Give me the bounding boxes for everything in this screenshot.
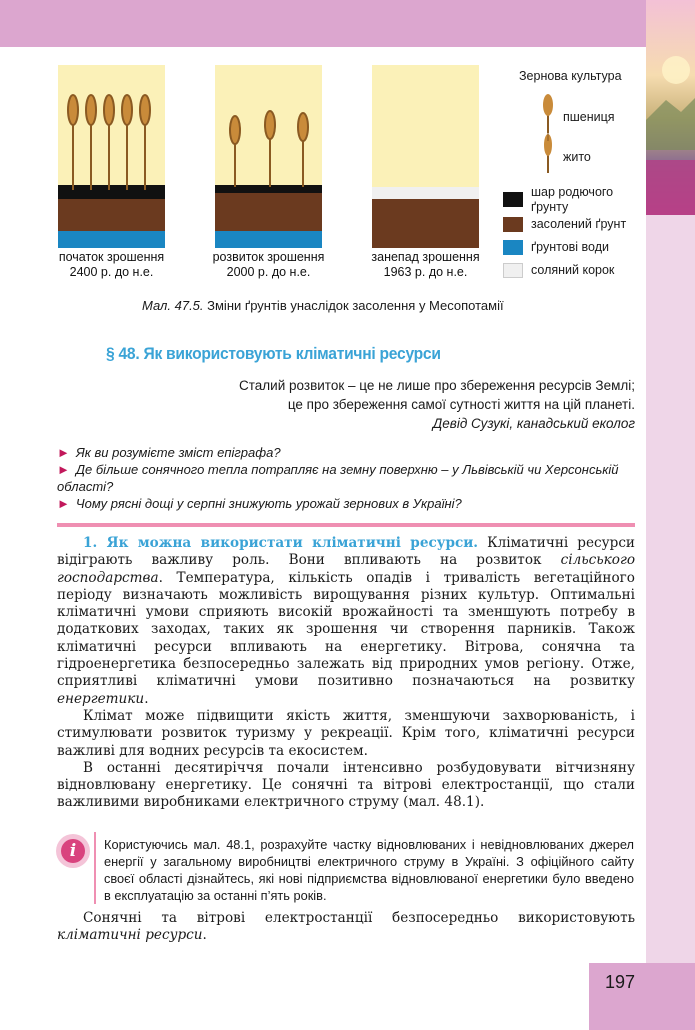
epigraph-line1: Сталий розвиток – це не лише про збереження ресурсів Землі; [239,378,635,393]
text-run: Кліматичні ресурси відіграють важливу роль. Вони впливають на розвиток [57,535,635,569]
question-item [57,495,637,512]
wheat-icon [538,93,558,133]
question-text: Як ви розумієте зміст епіграфа? [75,445,281,460]
figure-caption [142,298,504,313]
question-item [57,461,637,495]
paragraph-1 [57,535,635,708]
text-run: . Температура, кількість опадів і тривалість вегетаційного періоду визначають можливість вирощування різних культур. Оптимальні кліматичні умови сприяють високій врожайності та зменшують потребу в додаткових заходах, таких як зрошення чи створення парників. Також кліматичні ресурси впливають на енергетику. Вітрова, сонячна та гідроенергетика безпосередньо залежать від природних умов регіону. Отже, сприятливі кліматичні умови позитивно позначаються на розвитку [57,569,635,690]
legend-rye: жито [563,150,591,164]
subheading: 1. Як можна використати кліматичні ресурси. [83,535,479,551]
caption-date: 2000 р. до н.е. [226,265,311,279]
section-title: § 48. Як використовують кліматичні ресурси [106,344,441,363]
panel-caption-decline [342,250,509,280]
arrow-icon: ► [57,445,70,460]
body-text [57,535,635,812]
info-icon [56,834,90,868]
text-run: Сонячні та вітрові електростанції безпосередньо використовують [83,910,635,926]
caption-line: розвиток зрошення [212,250,325,264]
legend-fertile-line2: ґрунту [531,200,569,214]
swatch-fertile [503,192,523,207]
question-text: Де більше сонячного тепла потрапляє на земну поверхню – у Львівській чи Херсонській області? [57,462,619,494]
irrigation-panel-decline [372,65,479,248]
term-energy: енергетики [57,690,145,707]
swatch-groundwater [503,240,523,255]
page-number: 197 [604,972,636,992]
text-run: . [144,690,149,707]
final-paragraph [57,910,635,945]
swatch-salinized [503,217,523,232]
epigraph-line2: це про збереження самої сутності життя на цій планеті. [287,397,635,412]
rye-icon [538,133,558,173]
legend-groundwater: ґрунтові води [531,240,609,254]
paragraph-2: Клімат може підвищити якість життя, зменшуючи захворюваність, і стимулювати розвиток туризму у рекреації. Крім того, кліматичні ресурси важливі для водних ресурсів та екосистем. [57,707,635,759]
term-agriculture: сільського господарства [57,552,635,586]
legend-title: Зернова культура [519,69,622,83]
top-color-band [0,0,695,47]
side-color-band [646,215,695,1030]
legend-fertile [531,185,613,215]
landscape-photo [646,0,695,215]
info-task-text: Користуючись мал. 48.1, розрахуйте частку відновлюваних і невідновлюваних джерел енергії у загальному виробництві електричного струму в Україні. З офіційного сайту своєї області дізнайтесь, які нові підприємства відновлюваної енергетики було введено в експлуатацію за останні п’ять років. [104,837,634,903]
paragraph-3: В останні десятиріччя почали інтенсивно розбудовувати вітчизняну відновлювану енергетику. Це сонячні та вітрові електростанції, що стали важливими виробниками електричного струму (мал. 48.1). [57,759,635,811]
question-text: Чому рясні дощі у серпні знижують урожай зернових в Україні? [75,496,462,511]
caption-date: 2400 р. до н.е. [69,265,154,279]
legend-salt-crust: соляний корок [531,263,615,277]
swatch-salt-crust [503,263,523,278]
panel-caption-start [28,250,195,280]
term-climate-resources: кліматичні ресурси [57,927,203,944]
figure-label: Мал. 47.5. [142,298,204,313]
info-icon-glyph: i [61,839,85,863]
caption-date: 1963 р. до н.е. [383,265,468,279]
caption-line: початок зрошення [58,250,165,264]
legend-salinized: засолений ґрунт [531,217,627,231]
irrigation-panel-start [58,65,165,248]
arrow-icon: ► [57,462,70,477]
final-text [57,910,635,945]
question-item [57,444,637,461]
irrigation-panel-development [215,65,322,248]
section-divider [57,523,635,527]
panel-caption-development [185,250,352,280]
info-bar [94,832,96,904]
legend-wheat: пшениця [563,110,615,124]
arrow-icon: ► [57,496,70,511]
figure-caption-text: Зміни ґрунтів унаслідок засолення у Месопотамії [203,298,504,313]
text-run: . [202,927,207,944]
epigraph-author: Девід Сузукі, канадський еколог [432,416,635,431]
legend-fertile-line1: шар родючого [531,185,614,199]
caption-line: занепад зрошення [371,250,480,264]
